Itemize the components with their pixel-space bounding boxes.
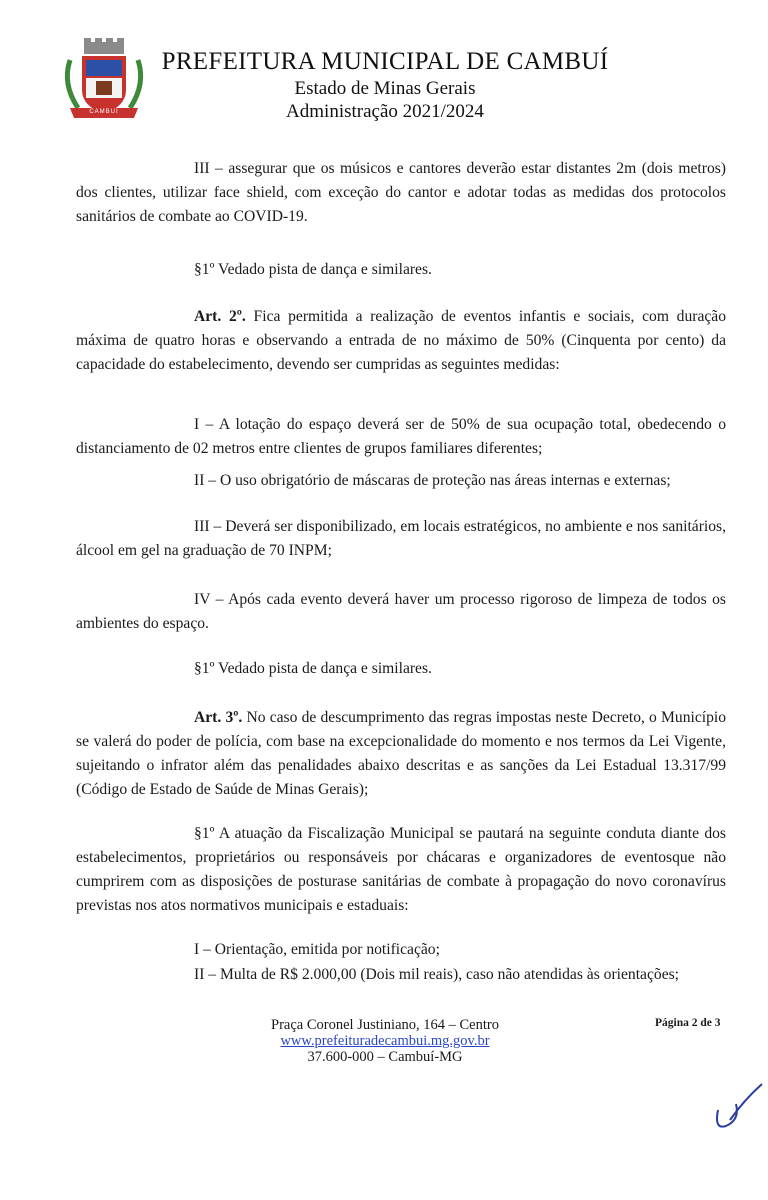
paragraph-art-2-inciso-iv: IV – Após cada evento deverá haver um processo rigoroso de limpeza de todos os ambientes do espaço. [76, 591, 726, 632]
header-administration: Administração 2021/2024 [286, 101, 484, 122]
paragraph-art-3 [76, 706, 726, 802]
page-number: Página 2 de 3 [655, 1017, 721, 1029]
crest-ribbon-text: CAMBUÍ [89, 109, 119, 115]
paragraph-orientacao: I – Orientação, emitida por notificação; [194, 941, 440, 958]
footer-cep: 37.600-000 – Cambuí-MG [307, 1049, 463, 1065]
header-state: Estado de Minas Gerais [294, 78, 476, 99]
paragraph-art-2-inciso-i: I – A lotação do espaço deverá ser de 50% de sua ocupação total, obedecendo o distanciamento de 02 metros entre clientes de grupos familiares diferentes; [76, 416, 726, 457]
art-2-text: Fica permitida a realização de eventos infantis e sociais, com duração máxima de quatro horas e observando a entrada de no máximo de 50% (Cinquenta por cento) da capacidade do estabelecimento, devendo ser cumpridas as seguintes medidas: [76, 308, 727, 373]
art-2-label: Art. 2º. [194, 308, 246, 325]
paragraph-art-2-inciso-iii: III – Deverá ser disponibilizado, em locais estratégicos, no ambiente e nos sanitários, álcool em gel na graduação de 70 INPM; [76, 518, 726, 559]
paragraph-inciso-iii: III – assegurar que os músicos e cantores deverão estar distantes 2m (dois metros) dos clientes, utilizar face shield, com exceção do cantor e adotar todas as medidas dos protocolos sanitários de combate ao COVID-19. [76, 160, 726, 225]
art-3-label: Art. 3º. [194, 709, 243, 726]
paragraph-multa: II – Multa de R$ 2.000,00 (Dois mil reais), caso não atendidas às orientações; [194, 966, 680, 983]
footer-address: Praça Coronel Justiniano, 164 – Centro [271, 1017, 499, 1033]
paragraph-vedado-1: §1º Vedado pista de dança e similares. [194, 261, 432, 278]
footer-website-link[interactable]: www.prefeituradecambui.mg.gov.br [280, 1033, 490, 1049]
paragraph-art-2-inciso-ii: II – O uso obrigatório de máscaras de proteção nas áreas internas e externas; [194, 472, 671, 489]
paragraph-art-3-paragrafo-1: §1º A atuação da Fiscalização Municipal se pautará na seguinte conduta diante dos estabelecimentos, proprietários ou responsáveis por chácaras e organizadores de eventosque não cumprirem com as disposições de posturase sanitárias de combate à propagação do novo coronavírus previstas nos atos normativos municipais e estaduais: [76, 825, 726, 914]
signature-initials-icon [700, 1080, 768, 1140]
paragraph-art-2 [76, 305, 726, 377]
art-3-text: No caso de descumprimento das regras impostas neste Decreto, o Município se valerá do poder de polícia, com base na excepcionalidade do momento e nos termos da Lei Vigente, sujeitando o infrator além das penalidades abaixo descritas e as sanções da Lei Estadual 13.317/99 (Código de Estado de Saúde de Minas Gerais); [76, 709, 726, 798]
paragraph-vedado-2: §1º Vedado pista de dança e similares. [194, 660, 432, 677]
header-title: PREFEITURA MUNICIPAL DE CAMBUÍ [161, 48, 609, 75]
